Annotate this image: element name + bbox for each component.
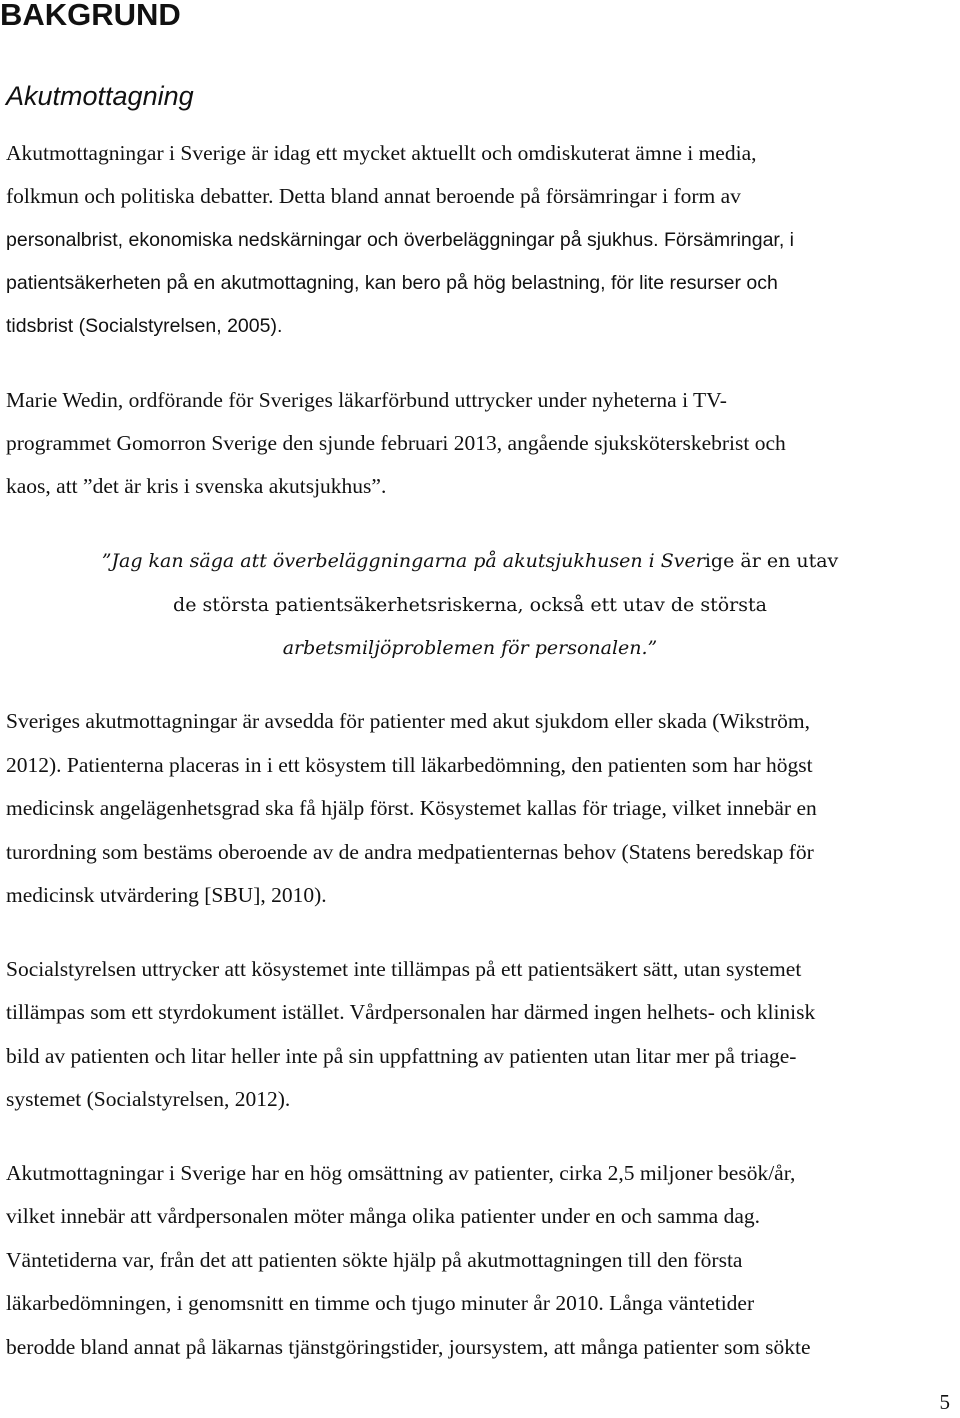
page-number: 5 (939, 1390, 950, 1414)
paragraph-line: 2012). Patienterna placeras in i ett kösystem till läkarbedömning, den patienten som har högst (6, 753, 813, 777)
quote-line-regular: ige är en utav (704, 550, 839, 572)
paragraph-line-part: Försämringar, i (658, 229, 795, 251)
paragraph-line-part: personalbrist, ekonomiska nedskärningar och överbeläggningar på sjukhus. (6, 229, 659, 251)
paragraph-line: folkmun och politiska debatter. Detta bland annat beroende på försämringar i form av (6, 184, 741, 208)
paragraph-line: vilket innebär att vårdpersonalen möter många olika patienter under en och samma dag. (6, 1204, 761, 1228)
quote-line-italic: ”Jag kan säga att överbeläggningarna på akutsjukhusen i Sver (101, 550, 705, 572)
paragraph-line: Sveriges akutmottagningar är avsedda för patienter med akut sjukdom eller skada (Wikström, (6, 709, 810, 733)
quote-line (0, 633, 940, 663)
section-heading: BAKGRUND (0, 0, 181, 32)
paragraph-line: bild av patienten och litar heller inte på sin uppfattning av patienten utan litar mer på triage- (6, 1044, 797, 1068)
paragraph-line: läkarbedömningen, i genomsnitt en timme och tjugo minuter år 2010. Långa väntetider (6, 1291, 755, 1315)
paragraph-line: Socialstyrelsen uttrycker att kösystemet inte tillämpas på ett patientsäkert sätt, utan systemet (6, 957, 802, 981)
paragraph-line: programmet Gomorron Sverige den sjunde februari 2013, angående sjuksköterskebrist och (6, 431, 786, 455)
subsection-heading: Akutmottagning (6, 81, 194, 111)
quote-line (0, 546, 940, 576)
paragraph-line: patientsäkerheten på en akutmottagning, kan bero på hög belastning, för lite resurser och (6, 272, 778, 294)
paragraph-line: systemet (Socialstyrelsen, 2012). (6, 1087, 291, 1111)
paragraph-line: turordning som bestäms oberoende av de andra medpatienternas behov (Statens beredskap för (6, 840, 814, 864)
paragraph-line: Marie Wedin, ordförande för Sveriges läkarförbund uttrycker under nyheterna i TV- (6, 388, 727, 412)
paragraph-line: Akutmottagningar i Sverige är idag ett mycket aktuellt och omdiskuterat ämne i media, (6, 141, 757, 165)
paragraph-line: tidsbrist (Socialstyrelsen, 2005). (6, 315, 283, 337)
paragraph-line: kaos, att ”det är kris i svenska akutsjukhus”. (6, 474, 387, 498)
paragraph-line: medicinsk utvärdering [SBU], 2010). (6, 883, 327, 907)
paragraph-line: medicinsk angelägenhetsgrad ska få hjälp först. Kösystemet kallas för triage, vilket innebär en (6, 796, 817, 820)
paragraph-line: Akutmottagningar i Sverige har en hög omsättning av patienter, cirka 2,5 miljoner besök/år, (6, 1161, 796, 1185)
paragraph-line: Väntetiderna var, från det att patienten sökte hjälp på akutmottagningen till den första (6, 1248, 743, 1272)
paragraph-line: berodde bland annat på läkarnas tjänstgöringstider, joursystem, att många patienter som sökte (6, 1335, 811, 1359)
quote-line-italic: arbetsmiljöproblemen för personalen.” (282, 637, 658, 659)
paragraph-line: tillämpas som ett styrdokument istället. Vårdpersonalen har därmed ingen helhets- och klinisk (6, 1000, 816, 1024)
paragraph-line (6, 225, 794, 255)
quote-line: de största patientsäkerhetsriskerna, också ett utav de största (173, 594, 767, 616)
